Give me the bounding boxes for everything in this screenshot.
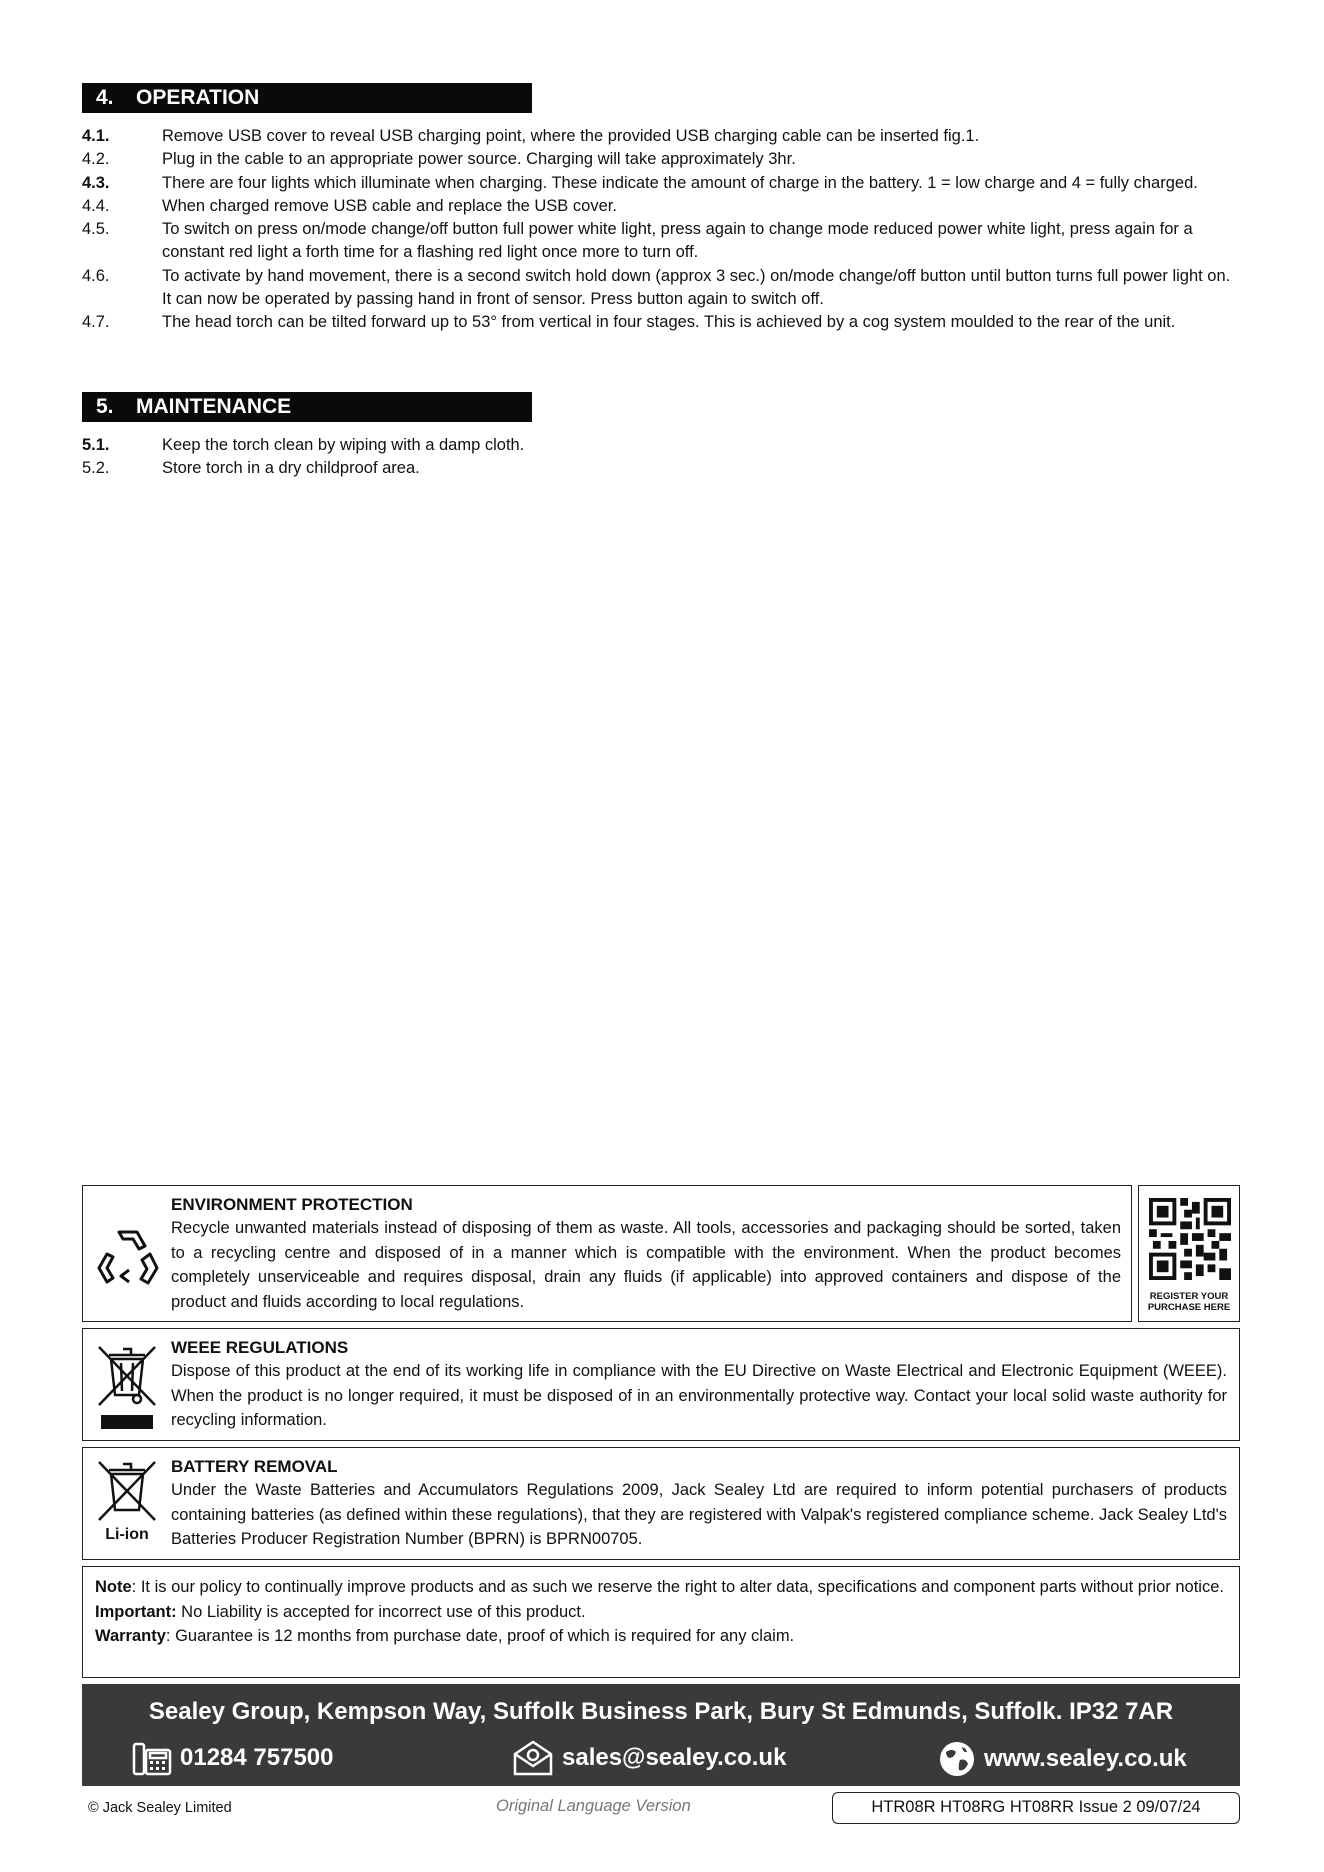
item-text: To switch on press on/mode change/off button full power white light, press again to change mode reduced power white light, press again for a constant red light a forth time for a flashing red light once more to turn off.: [162, 220, 1193, 262]
email-address[interactable]: sales@sealey.co.uk: [562, 1744, 787, 1771]
maintenance-list: [82, 434, 1242, 481]
warranty-line: [95, 1624, 1227, 1649]
item-text: Store torch in a dry childproof area.: [162, 459, 420, 478]
list-item: [82, 265, 1242, 312]
qr-code-icon[interactable]: [1149, 1198, 1231, 1280]
battery-text: Under the Waste Batteries and Accumulators Regulations 2009, Jack Sealey Ltd are required to inform potential purchasers of products containing batteries (as defined within these regulations), that they are registered with Valpak's registered compliance scheme. Jack Sealey Ltd's Batteries Producer Registration Number (BPRN) is BPRN00705.: [171, 1481, 1227, 1548]
weee-content: [171, 1337, 1227, 1433]
note-line: [95, 1575, 1227, 1600]
notes-box: [82, 1566, 1240, 1678]
list-item: [82, 434, 1242, 457]
crossed-bin-icon: [95, 1341, 159, 1434]
item-text: Remove USB cover to reveal USB charging point, where the provided USB charging cable can be inserted fig.1.: [162, 127, 980, 145]
section-number: 5.: [96, 395, 114, 418]
recycle-icon: [95, 1224, 161, 1295]
item-number: 4.3.: [82, 173, 110, 192]
phone-number[interactable]: 01284 757500: [180, 1744, 334, 1771]
list-item: [82, 311, 1242, 334]
warranty-text: : Guarantee is 12 months from purchase date, proof of which is required for any claim.: [165, 1627, 795, 1645]
section-title: MAINTENANCE: [136, 395, 292, 418]
qr-box[interactable]: [1138, 1185, 1240, 1322]
important-text: No Liability is accepted for incorrect use of this product.: [176, 1602, 586, 1621]
weee-text: Dispose of this product at the end of its working life in compliance with the EU Directive on Waste Electrical and Electronic Equipment (WEEE). When the product is no longer required, it must be disposed of in an environmentally protective way. Contact your local solid waste authority for recycling information.: [171, 1362, 1227, 1429]
item-number: 4.5.: [82, 220, 110, 239]
website-contact[interactable]: [938, 1740, 1187, 1778]
issue-info: HTR08R HT08RG HT08RR Issue 2 09/07/24: [832, 1792, 1240, 1824]
weee-title: WEEE REGULATIONS: [171, 1338, 349, 1357]
operation-header: [82, 83, 532, 113]
item-text: When charged remove USB cable and replace the USB cover.: [162, 196, 617, 215]
list-item: [82, 218, 1242, 265]
item-number: 4.4.: [82, 196, 110, 215]
item-text: Plug in the cable to an appropriate power source. Charging will take approximately 3hr.: [162, 150, 796, 169]
weee-box: [82, 1328, 1240, 1441]
website-url[interactable]: www.sealey.co.uk: [984, 1745, 1187, 1772]
list-item: [82, 125, 1242, 148]
copyright: © Jack Sealey Limited: [88, 1800, 232, 1816]
battery-box: [82, 1447, 1240, 1560]
qr-caption: [1139, 1291, 1239, 1313]
globe-icon: [938, 1740, 976, 1778]
environment-box: [82, 1185, 1132, 1322]
list-item: [82, 195, 1242, 218]
important-label: Important:: [95, 1602, 177, 1621]
item-number: 5.2.: [82, 459, 110, 478]
maintenance-header: [82, 392, 532, 422]
item-text: There are four lights which illuminate when charging. These indicate the amount of charge in the battery. 1 = low charge and 4 = fully charged.: [162, 173, 1198, 192]
language-version: Original Language Version: [496, 1797, 691, 1815]
item-number: 4.6.: [82, 266, 110, 285]
list-item: [82, 148, 1242, 171]
item-text: The head torch can be tilted forward up to 53° from vertical in four stages. This is achieved by a cog system moulded to the rear of the unit.: [162, 313, 1176, 332]
item-number: 5.1.: [82, 436, 110, 454]
phone-icon: [132, 1740, 172, 1776]
section-number: 4.: [96, 86, 114, 109]
item-number: 4.2.: [82, 150, 110, 169]
environment-text: Recycle unwanted materials instead of disposing of them as waste. All tools, accessories and packaging should be sorted, taken to a recycling centre and disposed of in a manner which is compatible with the environment. When the product becomes completely unserviceable and requires disposal, drain any fluids (if applicable) into approved containers and dispose of the product and fluids according to local regulations.: [171, 1219, 1121, 1311]
item-text: Keep the torch clean by wiping with a damp cloth.: [162, 436, 525, 454]
battery-title: BATTERY REMOVAL: [171, 1457, 338, 1476]
warranty-label: Warranty: [95, 1627, 166, 1645]
environment-title: ENVIRONMENT PROTECTION: [171, 1195, 413, 1214]
qr-caption-line: PURCHASE HERE: [1147, 1302, 1231, 1313]
important-line: [95, 1600, 1227, 1625]
environment-content: [171, 1194, 1121, 1314]
phone-contact[interactable]: [132, 1740, 334, 1776]
list-item: [82, 172, 1242, 195]
footer-bar: [82, 1684, 1240, 1786]
item-text: To activate by hand movement, there is a second switch hold down (approx 3 sec.) on/mode change/off button until button turns full power light on. It can now be operated by passing hand in front of sensor. Press button again to switch off.: [162, 266, 1231, 309]
li-ion-label: Li-ion: [105, 1526, 149, 1543]
operation-list: [82, 125, 1242, 335]
battery-bin-icon: [95, 1458, 159, 1531]
list-item: [82, 457, 1242, 480]
email-contact[interactable]: [512, 1740, 786, 1776]
item-number: 4.7.: [82, 313, 110, 332]
section-title: OPERATION: [136, 86, 260, 109]
battery-content: [171, 1456, 1227, 1552]
note-text: : It is our policy to continually improve products and as such we reserve the right to alter data, specifications and component parts without prior notice.: [131, 1578, 1224, 1596]
email-icon: [512, 1740, 554, 1776]
item-number: 4.1.: [82, 127, 110, 145]
note-label: Note: [95, 1578, 132, 1596]
company-address: Sealey Group, Kempson Way, Suffolk Business Park, Bury St Edmunds, Suffolk. IP32 7AR: [148, 1698, 1174, 1725]
qr-caption-line: REGISTER YOUR: [1149, 1291, 1229, 1302]
